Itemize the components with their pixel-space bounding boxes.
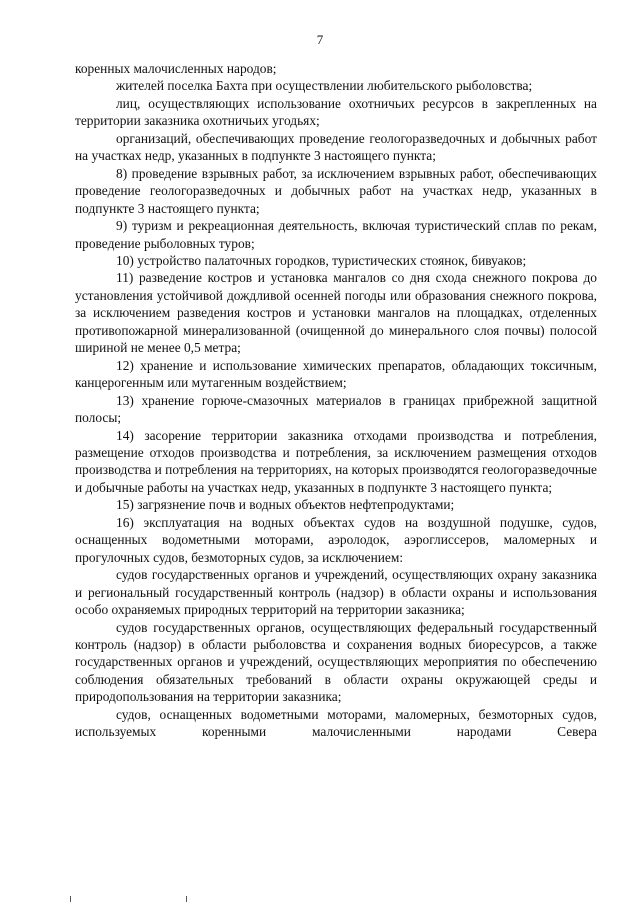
paragraph-item-9: 9) туризм и рекреационная деятельность, включая туристический сплав по рекам, проведение рыболовных туров;	[75, 218, 597, 251]
paragraph-item-14: 14) засорение территории заказника отходами производства и потребления, размещение отходов производства и потребления, за исключением размещения отходов производства и потребления на территориях, на которых производятся геологоразведочные и добычные работы на участках недр, указанных в подпункте 3 настоящего пункта;	[75, 427, 597, 495]
paragraph-item-11: 11) разведение костров и установка мангалов со дня схода снежного покрова до установления устойчивой дождливой осенней погоды или образования снежного покрова, за исключением разведения костров и установки мангалов на площадках, отделенных противопожарной минерализованной (очищенной до минерального слоя почвы) полосой шириной не менее 0,5 метра;	[75, 270, 597, 356]
paragraph-exception-state-vessels: судов государственных органов и учреждений, осуществляющих охрану заказника и региональный государственный контроль (надзор) в области охраны и использования особо охраняемых природных территорий на территории заказника;	[75, 567, 597, 618]
paragraph-exception-indigenous-vessels: судов, оснащенных водометными моторами, маломерных, безмоторных судов, используемых коренными малочисленными народами Севера	[75, 706, 597, 740]
paragraph-exception-federal-vessels: судов государственных органов, осуществляющих федеральный государственный контроль (надзор) в области рыболовства и сохранения водных биоресурсов, а также государственных органов и учреждений, осуществляющих мероприятия по обеспечению соблюдения обязательных требований в области охраны окружающей среды и природопользования на территории заказника;	[75, 619, 597, 705]
paragraph-item-16: 16) эксплуатация на водных объектах судов на воздушной подушке, судов, оснащенных водометными моторами, аэролодок, аэроглиссеров, маломерных и прогулочных судов, безмоторных судов, за исключением:	[75, 514, 597, 565]
paragraph-continuation: коренных малочисленных народов;	[75, 61, 277, 76]
paragraph-exception-hunters: лиц, осуществляющих использование охотничьих ресурсов в закрепленных на территории заказника охотничьих угодьях;	[75, 95, 597, 129]
scan-edge-mark	[70, 896, 71, 902]
paragraph-exception-organizations: организаций, обеспечивающих проведение геологоразведочных и добычных работ на участках недр, указанных в подпункте 3 настоящего пункта;	[75, 130, 597, 164]
scan-edge-mark	[186, 896, 187, 902]
document-body	[75, 60, 597, 741]
paragraph-item-13: 13) хранение горюче-смазочных материалов в границах прибрежной защитной полосы;	[75, 392, 597, 426]
paragraph-item-15: 15) загрязнение почв и водных объектов нефтепродуктами;	[116, 497, 455, 513]
paragraph-item-10: 10) устройство палаточных городков, туристических стоянок, бивуаков;	[116, 252, 527, 268]
paragraph-exception-bakhta: жителей поселка Бахта при осуществлении любительского рыболовства;	[116, 78, 533, 94]
page-number: 7	[316, 32, 324, 47]
paragraph-item-12: 12) хранение и использование химических препаратов, обладающих токсичным, канцерогенным или мутагенным воздействием;	[75, 357, 597, 391]
paragraph-item-8: 8) проведение взрывных работ, за исключением взрывных работ, обеспечивающих проведение геологоразведочных и добычных работ на участках недр, указанных в подпункте 3 настоящего пункта;	[75, 165, 597, 216]
